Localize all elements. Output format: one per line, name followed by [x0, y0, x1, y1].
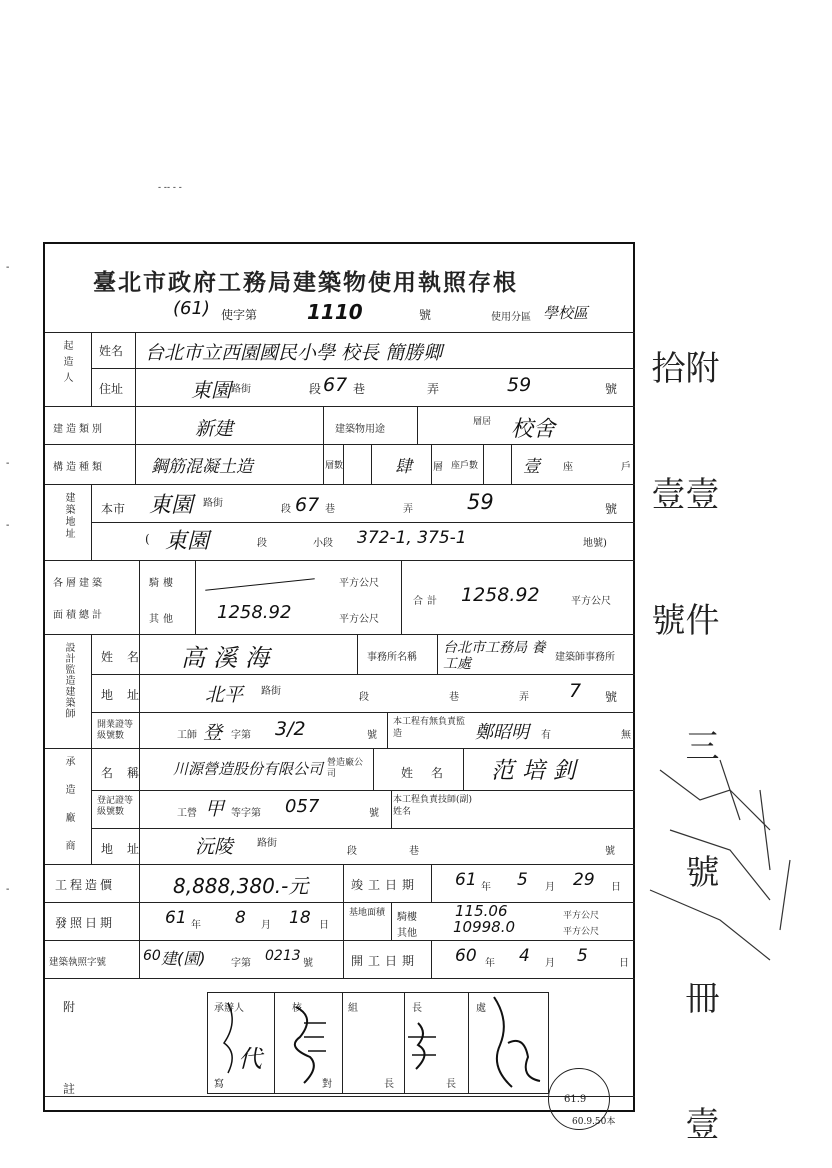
designer-address-number-label: 號	[605, 690, 618, 704]
site-alley: 弄	[403, 504, 413, 515]
stamp-col-bottom-3: 長	[384, 1079, 394, 1090]
designer-address-lane: 巷	[449, 692, 459, 703]
permit-prefix-label: 使字第	[221, 308, 258, 322]
structure-value: 鋼筋混凝土造	[151, 457, 253, 477]
left-edge-mark: -	[6, 884, 10, 895]
category-label: 建造類別	[53, 424, 105, 435]
rule	[139, 864, 140, 978]
permit-number-year: 60	[143, 948, 161, 964]
issue-year-label: 年	[191, 920, 201, 931]
site-other-unit: 平方公尺	[563, 927, 600, 937]
rule	[431, 864, 432, 902]
permit-number-mid: 字第	[231, 958, 251, 969]
rule	[343, 940, 344, 978]
rule	[483, 444, 484, 484]
rule	[45, 940, 635, 941]
rule	[45, 560, 635, 561]
rule	[45, 1096, 635, 1097]
site-open-paren: (	[145, 532, 150, 546]
rule	[343, 864, 344, 902]
stamp-handwriting: 代	[238, 1045, 262, 1073]
category-value: 新建	[195, 418, 234, 440]
issue-month: 8	[235, 908, 246, 928]
stamp-col-chief: 長	[412, 1003, 422, 1014]
designer-office-value: 台北市工務局 養工處	[443, 640, 546, 672]
supervisor-have: 有	[541, 730, 551, 741]
contractor-reg-number: 057	[285, 796, 320, 817]
units-label: 座戶數	[451, 461, 479, 471]
use-floor-label: 層居	[473, 417, 492, 427]
designer-license-label: 開業證等級號數	[97, 720, 134, 741]
rule	[45, 902, 635, 903]
arcade-unit: 平方公尺	[339, 578, 379, 589]
rule	[91, 634, 92, 864]
permit-year: (61)	[173, 298, 210, 319]
start-month-label: 月	[545, 958, 555, 969]
left-edge-mark: -	[6, 262, 10, 273]
signature-scribble	[208, 993, 548, 1093]
rule	[371, 444, 372, 484]
start-date-label: 開工日期	[351, 954, 420, 968]
adjacent-page-margin-text: 附 壹 件 三 號 冊 壹 拾 壹 號	[645, 350, 719, 1166]
floors-label: 層數	[325, 461, 344, 471]
stamp-col-bottom-2: 對	[322, 1079, 332, 1090]
floors-value: 肆	[395, 457, 412, 477]
other-area-unit: 平方公尺	[339, 614, 379, 625]
contractor-person-label: 姓名	[401, 766, 462, 780]
contractor-address-value: 沅陵	[195, 836, 234, 858]
rule	[357, 634, 358, 674]
area-section-label-a: 各層建築	[53, 578, 105, 589]
rule	[139, 560, 140, 634]
rule	[91, 790, 635, 791]
supervisor-none: 無	[621, 730, 631, 741]
rule	[323, 406, 324, 484]
print-note: 60.9.50本	[572, 1117, 616, 1127]
rule	[91, 332, 92, 406]
contractor-person-value: 范培釗	[491, 758, 584, 784]
rule	[387, 712, 388, 748]
area-section-label-b: 面積總計	[53, 610, 105, 621]
rule	[391, 902, 392, 940]
use-value: 校舍	[511, 417, 556, 442]
rule	[45, 484, 635, 485]
rule	[91, 522, 635, 523]
site-arcade-unit: 平方公尺	[563, 911, 600, 921]
contractor-tech-label: 本工程負責技師(副)姓名	[393, 795, 473, 817]
left-edge-mark: -	[6, 520, 10, 531]
form-title: 臺北市政府工務局建築物使用執照存根	[93, 269, 518, 296]
arcade-strike-line	[205, 578, 315, 590]
designer-license-mid: 字第	[231, 730, 251, 741]
site-other-label: 其他	[397, 928, 417, 939]
contractor-reg-label: 登記證等級號數	[97, 796, 134, 817]
scan-mark: - -- - -	[158, 183, 182, 193]
applicant-address-lane: 巷	[353, 382, 366, 396]
site-arcade-value: 115.06	[455, 902, 508, 920]
use-label: 建築物用途	[335, 424, 385, 435]
contractor-name-value: 川源營造股份有限公司	[173, 760, 324, 778]
supervisor-value: 鄭昭明	[475, 722, 529, 743]
rule	[45, 444, 635, 445]
cost-value: 8,888,380.-元	[173, 874, 309, 898]
contractor-reg-grade: 甲	[205, 798, 225, 820]
contractor-reg-mid: 等字第	[231, 808, 261, 819]
site-road-unit: 路街	[203, 498, 223, 509]
site-lane-number: 67	[295, 494, 320, 516]
rule	[417, 406, 418, 444]
units-unit-households: 戶	[621, 462, 631, 473]
complete-day: 29	[573, 870, 595, 890]
site-city-label: 本市	[101, 502, 126, 516]
permit-number: 1110	[307, 300, 363, 324]
designer-license-number: 3/2	[275, 718, 306, 740]
units-value: 壹	[523, 457, 540, 477]
designer-license-grade: 登	[203, 722, 223, 744]
designer-address-number: 7	[569, 680, 582, 702]
designer-address-label: 地址	[101, 688, 154, 702]
site-road-section: 段	[281, 504, 291, 515]
rule	[45, 748, 635, 749]
left-edge-mark: -	[6, 458, 10, 469]
contractor-section-label: 承造廠商	[63, 756, 74, 868]
contractor-reg-prefix: 工營	[177, 808, 197, 819]
notes-label-bottom: 註	[63, 1082, 76, 1096]
permit-number-suffix: 號	[303, 958, 313, 969]
site-number: 59	[467, 490, 494, 514]
rule	[431, 940, 432, 978]
rule	[45, 406, 635, 407]
start-day: 5	[577, 946, 588, 966]
arcade-label: 騎樓	[149, 578, 177, 589]
contractor-address-lane: 巷	[409, 846, 419, 857]
stamp-col-bottom-4: 長	[446, 1079, 456, 1090]
rule	[135, 332, 136, 406]
zone-value: 學校區	[543, 304, 589, 322]
permit-number-value: 0213	[265, 948, 301, 964]
start-month: 4	[519, 946, 530, 966]
site-lots-label: 地號)	[583, 538, 607, 549]
rule	[431, 444, 432, 484]
designer-name-label: 姓名	[101, 650, 154, 664]
rule	[45, 634, 635, 635]
rule	[91, 712, 635, 713]
designer-address-section: 段	[359, 692, 369, 703]
date-stamp-text: 61.9	[564, 1094, 587, 1105]
total-area-unit: 平方公尺	[571, 596, 611, 607]
issue-date-label: 發照日期	[55, 916, 116, 930]
permit-suffix-label: 號	[419, 308, 432, 322]
permit-number-label: 建築執照字號	[49, 957, 107, 968]
rule	[343, 444, 344, 484]
rule	[391, 790, 392, 828]
designer-section-label: 設計監造建築師	[63, 642, 74, 719]
applicant-address-road: 路街	[231, 384, 251, 395]
start-year: 60	[455, 946, 477, 966]
designer-name-value: 高溪海	[181, 644, 277, 672]
site-section-label-sec: 段	[257, 538, 267, 549]
floors-unit: 層	[433, 462, 443, 473]
applicant-address-number-label: 號	[605, 382, 618, 396]
stamp-col-section: 組	[348, 1003, 358, 1014]
contractor-address-label: 地址	[101, 842, 154, 856]
rule	[45, 978, 635, 979]
rule	[91, 828, 635, 829]
units-unit: 座	[563, 462, 573, 473]
complete-year: 61	[455, 870, 477, 890]
approval-stamp-block	[207, 992, 549, 1094]
applicant-section-label: 起造人	[61, 340, 72, 388]
issue-month-label: 月	[261, 920, 271, 931]
applicant-name-label: 姓名	[99, 344, 124, 358]
permit-number-word: 建(園)	[161, 949, 206, 968]
rule	[463, 748, 464, 790]
stamp-col-clerk: 承辦人	[214, 1003, 244, 1014]
rule	[45, 864, 635, 865]
contractor-reg-suffix: 號	[369, 808, 379, 819]
applicant-address-section: 段	[309, 382, 322, 396]
rule	[401, 560, 402, 634]
site-other-value: 10998.0	[453, 918, 516, 936]
contractor-name-suffix: 營造廠公司	[327, 758, 364, 779]
contractor-name-label: 名稱	[101, 766, 154, 780]
applicant-address-alley: 弄	[427, 382, 440, 396]
issue-day-label: 日	[319, 920, 329, 931]
complete-month-label: 月	[545, 882, 555, 893]
other-area-label: 其他	[149, 614, 177, 625]
other-area-value: 1258.92	[217, 602, 292, 623]
issue-year: 61	[165, 908, 187, 928]
rule	[139, 790, 140, 828]
start-day-label: 日	[619, 958, 629, 969]
rule	[91, 484, 92, 560]
cost-label: 工程造價	[55, 878, 116, 892]
complete-day-label: 日	[611, 882, 621, 893]
notes-label-top: 附	[63, 1000, 76, 1014]
rule	[91, 674, 635, 675]
site-lots: 372-1, 375-1	[357, 528, 467, 548]
site-section-name: 東園	[165, 529, 210, 554]
designer-office-label: 事務所名稱	[367, 652, 417, 663]
structure-label: 構造種類	[53, 462, 105, 473]
adjacent-page-scribbles	[640, 750, 830, 1010]
contractor-address-road: 路街	[257, 838, 277, 849]
rule	[135, 406, 136, 484]
site-subsection-label: 小段	[313, 538, 333, 549]
designer-address-road: 路街	[261, 686, 281, 697]
rule	[343, 902, 344, 940]
designer-address-alley: 弄	[519, 692, 529, 703]
rule	[91, 368, 635, 369]
site-arcade-label: 騎樓	[397, 912, 417, 923]
contractor-address-number-label: 號	[605, 846, 615, 857]
stamp-col-bottom-1: 寫	[214, 1079, 224, 1090]
total-area-value: 1258.92	[461, 584, 540, 606]
issue-day: 18	[289, 908, 311, 928]
applicant-address-label: 住址	[99, 382, 124, 396]
site-road: 東園	[149, 493, 194, 518]
rule	[511, 444, 512, 484]
site-area-label: 基地面積	[349, 908, 386, 918]
site-number-label: 號	[605, 502, 618, 516]
rule	[195, 560, 196, 634]
complete-label: 竣工日期	[351, 878, 420, 892]
rule	[139, 712, 140, 748]
complete-month: 5	[517, 870, 528, 890]
applicant-address-number: 59	[507, 374, 532, 396]
total-area-label: 合計	[413, 596, 441, 607]
supervisor-label: 本工程有無負責監造	[393, 717, 466, 739]
applicant-name-value: 台北市立西園國民小學 校長 簡勝卿	[145, 342, 443, 364]
applicant-address-district: 東園	[191, 378, 231, 402]
site-section-label: 建築地址	[63, 492, 74, 540]
designer-office-suffix: 建築師事務所	[555, 652, 615, 663]
stamp-col-check: 核	[292, 1003, 302, 1014]
applicant-address-lane-number: 67	[323, 374, 348, 396]
designer-license-suffix: 號	[367, 730, 377, 741]
designer-address-value: 北平	[205, 684, 244, 706]
rule	[437, 634, 438, 674]
rule	[373, 748, 374, 790]
stamp-col-dept: 處	[476, 1003, 486, 1014]
start-year-label: 年	[485, 958, 495, 969]
zone-label: 使用分區	[491, 312, 531, 323]
contractor-address-section: 段	[347, 846, 357, 857]
site-lane: 巷	[325, 504, 335, 515]
complete-year-label: 年	[481, 882, 491, 893]
permit-stub-form	[43, 242, 635, 1112]
rule	[45, 332, 635, 333]
designer-license-prefix: 工師	[177, 730, 197, 741]
